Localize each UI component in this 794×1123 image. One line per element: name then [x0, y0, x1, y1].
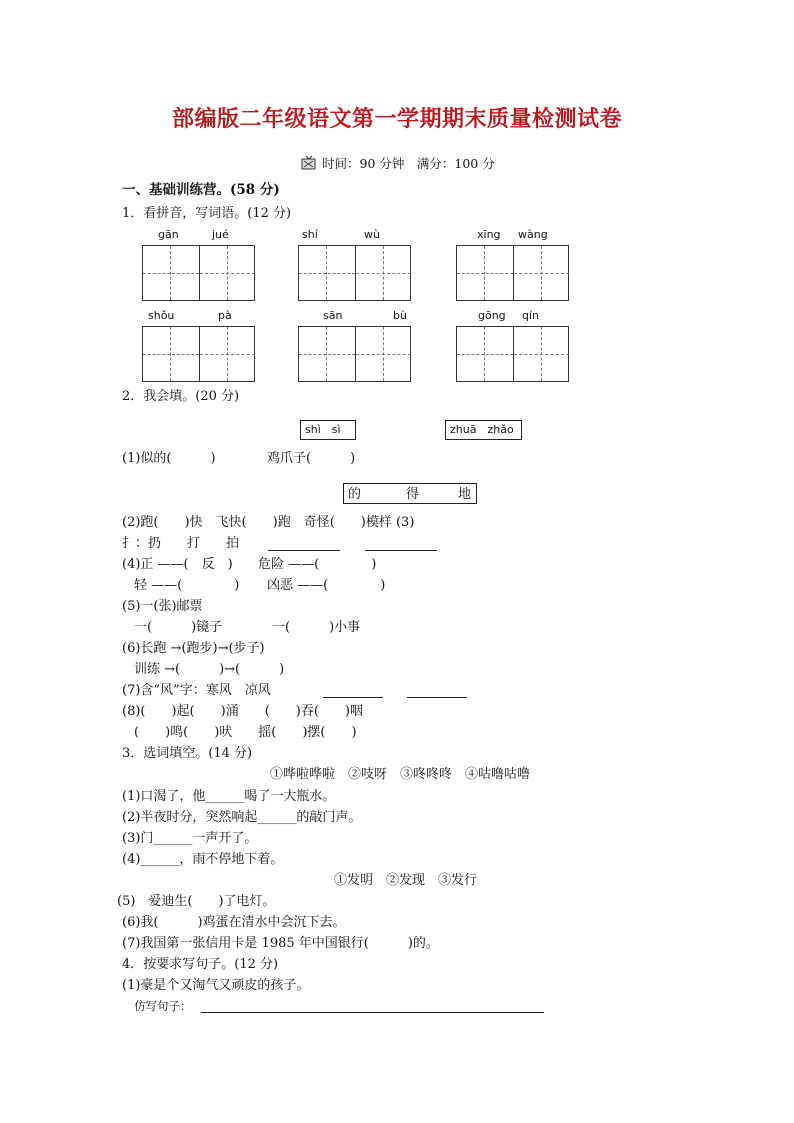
pinyin-1b: jué: [212, 228, 229, 241]
q2-item-12: ( )鸣( )吠 摇( )摆( ): [134, 725, 357, 740]
q2-item-2: (2)跑( )快 飞快( )跑 奇怪( )模样 (3): [122, 515, 415, 530]
word-choice-de1: 的: [348, 487, 362, 502]
q3-sentence-5: (5) 爱迪生( )了电灯。: [117, 894, 276, 909]
q2-item-7a: 一( )镜子: [134, 620, 223, 635]
q2-item-9: 训练 →( )→( ): [134, 662, 285, 677]
answer-line[interactable]: [201, 1012, 544, 1013]
q3-sentence-2: (2)半夜时分，突然响起______的敲门声。: [122, 810, 362, 825]
pinyin-choice-box: zhuā zhǎo: [445, 420, 522, 440]
pinyin-4a: shǒu: [148, 309, 175, 322]
writing-grid[interactable]: [456, 245, 569, 301]
q2-item-1a: (1)似的( ): [122, 451, 216, 466]
pinyin-choice-box: shì sì: [300, 420, 356, 440]
q2-item-7b: 一( )小事: [272, 620, 361, 635]
writing-grid[interactable]: [142, 245, 255, 301]
q1-heading: 1．看拼音，写词语。(12 分): [122, 206, 292, 221]
pinyin-6b: qín: [522, 309, 540, 322]
q3-sentence-6: (6)我( )鸡蛋在清水中会沉下去。: [122, 915, 346, 930]
q3-sentence-4: (4)______，雨不停地下着。: [122, 852, 284, 867]
section-basic-training: 一、基础训练营。(58 分): [122, 182, 280, 198]
answer-line[interactable]: [407, 697, 467, 698]
page-title: 部编版二年级语文第一学期期末质量检测试卷: [171, 106, 622, 132]
q3-sentence-7: (7)我国第一张信用卡是 1985 年中国银行( )的。: [122, 936, 439, 951]
q3-sentence-3: (3)门______一声开了。: [122, 831, 258, 846]
writing-grid[interactable]: [298, 326, 411, 382]
pinyin-5a: sān: [323, 309, 343, 322]
pinyin-3b: wàng: [518, 228, 548, 241]
time-info-text: 时间：90 分钟 满分：100 分: [322, 156, 495, 171]
q3-options-1: ①哗啦哗啦 ②吱呀 ③咚咚咚 ④咕噜咕噜: [270, 767, 531, 782]
q2-item-6: (5)一(张)邮票: [122, 599, 203, 614]
q2-item-5a: 轻 ——( ): [134, 578, 240, 593]
notebook-icon: [300, 155, 318, 171]
q4-sentence-1: (1)豪是个又淘气又顽皮的孩子。: [122, 978, 310, 993]
answer-line[interactable]: [268, 550, 340, 551]
q2-heading: 2．我会填。(20 分): [122, 389, 240, 404]
q3-options-2: ①发明 ②发现 ③发行: [334, 873, 478, 888]
q2-item-11: (8)( )起( )涌 ( )吞( )咽: [122, 704, 363, 719]
pinyin-1a: gān: [158, 228, 179, 241]
q2-item-5b: 凶恶 ——( ): [267, 578, 386, 593]
imitate-sentence-label: 仿写句子：: [134, 999, 192, 1013]
exam-time-info: [300, 155, 495, 171]
q2-item-1b: 鸡爪子( ): [267, 451, 356, 466]
writing-grid[interactable]: [142, 326, 255, 382]
q2-item-8: (6)长跑 →(跑步)→(步子): [122, 641, 265, 656]
pinyin-2b: wù: [364, 228, 380, 241]
pinyin-4b: pà: [218, 309, 232, 322]
q3-sentence-1: (1)口渴了，他______喝了一大瓶水。: [122, 789, 336, 804]
word-choice-de3: 地: [458, 487, 472, 502]
q2-item-4a: (4)正 ——( 反 ): [122, 557, 233, 572]
writing-grid[interactable]: [298, 245, 411, 301]
writing-grid[interactable]: [456, 326, 569, 382]
pinyin-6a: gōng: [478, 309, 506, 322]
q2-item-3: 扌：扔 打 拍: [122, 536, 240, 551]
q2-item-10: (7)含“风”字：寒风 凉风: [122, 683, 271, 698]
word-choice-de2: 得: [406, 487, 420, 502]
q3-heading: 3．选词填空。(14 分): [122, 746, 253, 761]
pinyin-3a: xīng: [477, 228, 501, 241]
answer-line[interactable]: [365, 550, 437, 551]
pinyin-2a: shí: [302, 228, 318, 241]
q4-heading: 4．按要求写句子。(12 分): [122, 957, 279, 972]
q2-item-4b: 危险 ——( ): [258, 557, 377, 572]
answer-line[interactable]: [323, 697, 383, 698]
word-choice-box: [343, 483, 477, 504]
pinyin-5b: bù: [393, 309, 407, 322]
